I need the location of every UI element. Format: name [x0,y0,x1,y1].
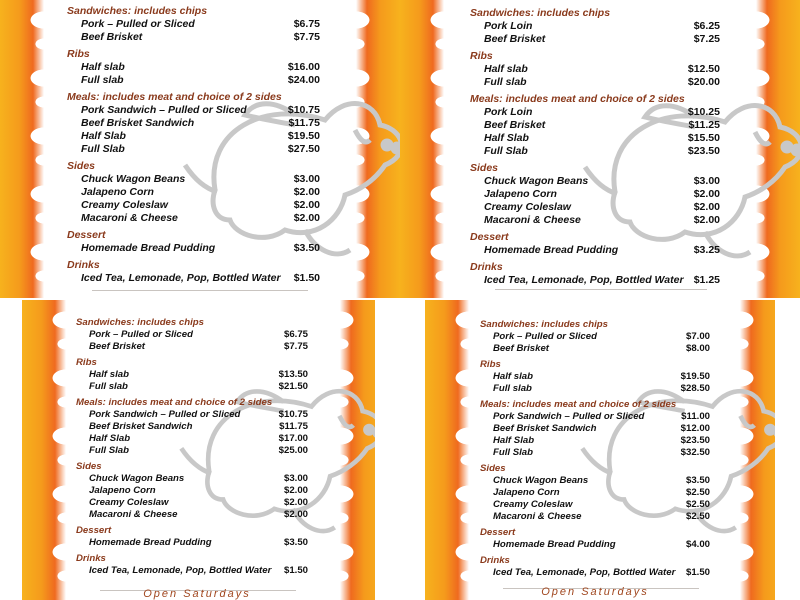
menu-panel [0,0,400,298]
item-price: $1.50 [283,565,308,576]
menu-section [480,399,720,459]
section-title: Drinks [480,555,510,566]
menu-item [76,421,318,433]
menu-item [470,106,730,119]
item-price: $23.50 [687,145,720,157]
item-name: Pork Loin [484,20,533,32]
menu-item [480,447,720,459]
item-name: Pork Loin [484,106,533,118]
item-name: Iced Tea, Lemonade, Pop, Bottled Water [484,274,684,286]
menu-section [67,48,330,87]
menu-item [67,212,330,225]
menu-item [480,343,720,355]
item-price: $10.75 [278,409,308,420]
menu-item [67,199,330,212]
flame-border-left [22,300,66,600]
item-price: $2.00 [293,212,320,224]
section-title: Dessert [470,231,509,243]
divider-line [92,290,308,291]
menu-item [76,473,318,485]
menu-item [76,509,318,521]
item-price: $3.00 [283,473,308,484]
menu-section [76,525,318,549]
menu-section [470,93,730,158]
menu-item [76,329,318,341]
menu-item [470,244,730,257]
item-name: Beef Brisket [484,33,546,45]
item-price: $1.25 [693,274,720,286]
menu-item [480,383,720,395]
section-title: Meals: includes meat and choice of 2 sides [470,93,685,105]
item-name: Macaroni & Cheese [81,212,178,224]
menu-section [76,553,318,577]
item-name: Chuck Wagon Beans [493,475,589,486]
item-name: Macaroni & Cheese [493,511,582,522]
item-name: Full Slab [89,445,129,456]
menu-item [480,435,720,447]
item-price: $3.50 [283,537,308,548]
item-price: $2.50 [685,487,710,498]
item-price: $2.00 [693,188,720,200]
item-price: $21.50 [278,381,308,392]
menu-item [76,381,318,393]
flame-border-right [356,0,400,298]
menu-section [67,5,330,44]
menu-section [470,261,730,287]
item-price: $3.25 [693,244,720,256]
item-name: Homemade Bread Pudding [493,539,616,550]
menu-section [470,7,730,46]
flame-border-left [400,0,444,298]
item-name: Pork – Pulled or Sliced [89,329,193,340]
menu-item [67,272,330,285]
item-price: $7.75 [283,341,308,352]
menu-item [76,433,318,445]
section-title: Ribs [67,48,90,60]
item-name: Half slab [484,63,528,75]
menu-item [480,331,720,343]
item-name: Iced Tea, Lemonade, Pop, Bottled Water [493,567,676,578]
item-price: $20.00 [687,76,720,88]
item-name: Chuck Wagon Beans [81,173,186,185]
item-price: $28.50 [680,383,710,394]
menu-item [470,274,730,287]
item-price: $2.00 [283,485,308,496]
menu-item [67,143,330,156]
flame-border-left [0,0,44,298]
item-price: $32.50 [680,447,710,458]
section-title: Drinks [470,261,503,273]
item-name: Jalapeno Corn [89,485,156,496]
item-name: Pork – Pulled or Sliced [81,18,195,30]
item-price: $3.00 [293,173,320,185]
menu-item [480,475,720,487]
item-name: Full slab [89,381,128,392]
menu-item [67,74,330,87]
menu-item [470,20,730,33]
item-price: $11.75 [288,117,320,129]
section-title: Meals: includes meat and choice of 2 sides [67,91,282,103]
item-name: Beef Brisket Sandwich [493,423,597,434]
item-price: $2.00 [283,509,308,520]
section-title: Sandwiches: includes chips [76,317,204,328]
item-price: $1.50 [293,272,320,284]
menu-list [67,5,330,285]
menu-item [76,485,318,497]
menu-section [67,91,330,156]
item-name: Pork – Pulled or Sliced [493,331,597,342]
menu-section [67,229,330,255]
item-price: $11.00 [681,411,710,422]
item-price: $16.00 [287,61,320,73]
item-name: Creamy Coleslaw [89,497,169,508]
item-name: Iced Tea, Lemonade, Pop, Bottled Water [81,272,281,284]
menu-item [67,242,330,255]
menu-item [67,130,330,143]
section-title: Ribs [480,359,501,370]
menu-section [470,231,730,257]
menu-panel [425,300,775,600]
item-name: Jalapeno Corn [81,186,154,198]
menu-item [480,487,720,499]
menu-item [470,188,730,201]
item-name: Pork Sandwich – Pulled or Sliced [493,411,645,422]
item-name: Chuck Wagon Beans [89,473,185,484]
item-price: $4.00 [685,539,710,550]
item-name: Creamy Coleslaw [493,499,573,510]
item-name: Half Slab [493,435,535,446]
menu-section [480,555,720,579]
item-name: Full slab [484,76,527,88]
item-price: $2.00 [693,214,720,226]
menu-item [76,497,318,509]
menu-list [480,319,720,579]
item-name: Jalapeno Corn [484,188,557,200]
item-name: Macaroni & Cheese [89,509,178,520]
item-price: $13.50 [278,369,308,380]
menu-list [470,7,730,287]
menu-item [480,511,720,523]
menu-section [67,160,330,225]
menu-item [470,76,730,89]
open-saturdays-note: Open Saturdays [143,588,251,600]
item-price: $3.00 [693,175,720,187]
item-price: $12.50 [687,63,720,75]
item-name: Creamy Coleslaw [81,199,168,211]
item-name: Homemade Bread Pudding [484,244,619,256]
menu-item [480,423,720,435]
item-price: $25.00 [278,445,308,456]
section-title: Sides [76,461,102,472]
section-title: Ribs [470,50,493,62]
section-title: Meals: includes meat and choice of 2 sides [76,397,273,408]
menu-section [470,162,730,227]
item-name: Full Slab [81,143,125,155]
item-price: $19.50 [680,371,710,382]
item-name: Homemade Bread Pudding [89,537,212,548]
item-price: $6.75 [283,329,308,340]
section-title: Meals: includes meat and choice of 2 sides [480,399,677,410]
menu-section [470,50,730,89]
open-saturdays-note: Open Saturdays [541,586,649,598]
section-title: Sides [470,162,499,174]
menu-item [480,567,720,579]
item-price: $2.00 [293,186,320,198]
item-price: $17.00 [278,433,308,444]
item-name: Half Slab [89,433,131,444]
item-name: Beef Brisket Sandwich [81,117,195,129]
section-title: Sides [67,160,96,172]
item-name: Half slab [81,61,125,73]
menu-item [76,445,318,457]
item-price: $7.25 [693,33,720,45]
flame-border-right [756,0,800,298]
menu-item [76,341,318,353]
menu-item [480,411,720,423]
item-name: Jalapeno Corn [493,487,560,498]
section-title: Sandwiches: includes chips [470,7,611,19]
item-name: Macaroni & Cheese [484,214,581,226]
menu-item [470,145,730,158]
item-name: Full slab [493,383,532,394]
item-price: $19.50 [287,130,320,142]
menu-section [480,527,720,551]
item-price: $7.75 [293,31,320,43]
item-price: $2.50 [685,499,710,510]
item-price: $6.25 [693,20,720,32]
menu-item [67,104,330,117]
menu-item [470,132,730,145]
section-title: Ribs [76,357,97,368]
menu-item [470,175,730,188]
menu-section [76,461,318,521]
section-title: Dessert [480,527,516,538]
item-price: $15.50 [687,132,720,144]
item-name: Pork Sandwich – Pulled or Sliced [81,104,247,116]
item-price: $3.50 [293,242,320,254]
item-name: Half slab [493,371,533,382]
menu-item [480,371,720,383]
item-price: $2.00 [293,199,320,211]
divider-line [495,289,707,290]
menu-item [67,117,330,130]
menu-section [76,357,318,393]
section-title: Drinks [67,259,100,271]
section-title: Sandwiches: includes chips [67,5,208,17]
menu-item [76,369,318,381]
item-name: Beef Brisket [484,119,546,131]
menu-item [76,537,318,549]
menu-section [76,397,318,457]
menu-item [470,119,730,132]
item-name: Full Slab [484,145,528,157]
section-title: Drinks [76,553,106,564]
item-price: $11.25 [688,119,720,131]
item-name: Half Slab [484,132,529,144]
item-name: Pork Sandwich – Pulled or Sliced [89,409,241,420]
item-price: $11.75 [279,421,308,432]
item-name: Full slab [81,74,124,86]
menu-item [67,173,330,186]
item-price: $7.00 [685,331,710,342]
flame-border-left [425,300,469,600]
menu-item [76,409,318,421]
menu-item [470,33,730,46]
menu-item [67,61,330,74]
item-price: $10.25 [687,106,720,118]
menu-item [470,63,730,76]
flame-border-right [340,300,375,600]
item-price: $2.00 [283,497,308,508]
item-name: Beef Brisket Sandwich [89,421,193,432]
menu-item [470,214,730,227]
menu-panel [400,0,800,298]
item-name: Creamy Coleslaw [484,201,571,213]
section-title: Sides [480,463,506,474]
menu-item [470,201,730,214]
flame-border-right [740,300,775,600]
item-price: $10.75 [287,104,320,116]
item-price: $3.50 [685,475,710,486]
section-title: Sandwiches: includes chips [480,319,608,330]
menu-section [480,463,720,523]
item-name: Full Slab [493,447,533,458]
menu-section [67,259,330,285]
item-name: Iced Tea, Lemonade, Pop, Bottled Water [89,565,272,576]
item-name: Beef Brisket [89,341,145,352]
menu-item [480,539,720,551]
item-price: $1.50 [685,567,710,578]
item-price: $27.50 [287,143,320,155]
item-name: Beef Brisket [81,31,143,43]
section-title: Dessert [76,525,112,536]
menu-panel [22,300,375,600]
item-name: Half Slab [81,130,126,142]
item-price: $2.00 [693,201,720,213]
item-price: $6.75 [293,18,320,30]
item-name: Homemade Bread Pudding [81,242,216,254]
menu-item [480,499,720,511]
menu-list [76,317,318,577]
menu-item [67,31,330,44]
item-price: $12.00 [680,423,710,434]
menu-section [480,359,720,395]
menu-item [67,186,330,199]
item-price: $24.00 [287,74,320,86]
menu-item [76,565,318,577]
item-price: $2.50 [685,511,710,522]
menu-item [67,18,330,31]
menu-section [76,317,318,353]
item-price: $8.00 [685,343,710,354]
section-title: Dessert [67,229,106,241]
menu-section [480,319,720,355]
item-name: Chuck Wagon Beans [484,175,589,187]
item-price: $23.50 [680,435,710,446]
item-name: Beef Brisket [493,343,549,354]
item-name: Half slab [89,369,129,380]
